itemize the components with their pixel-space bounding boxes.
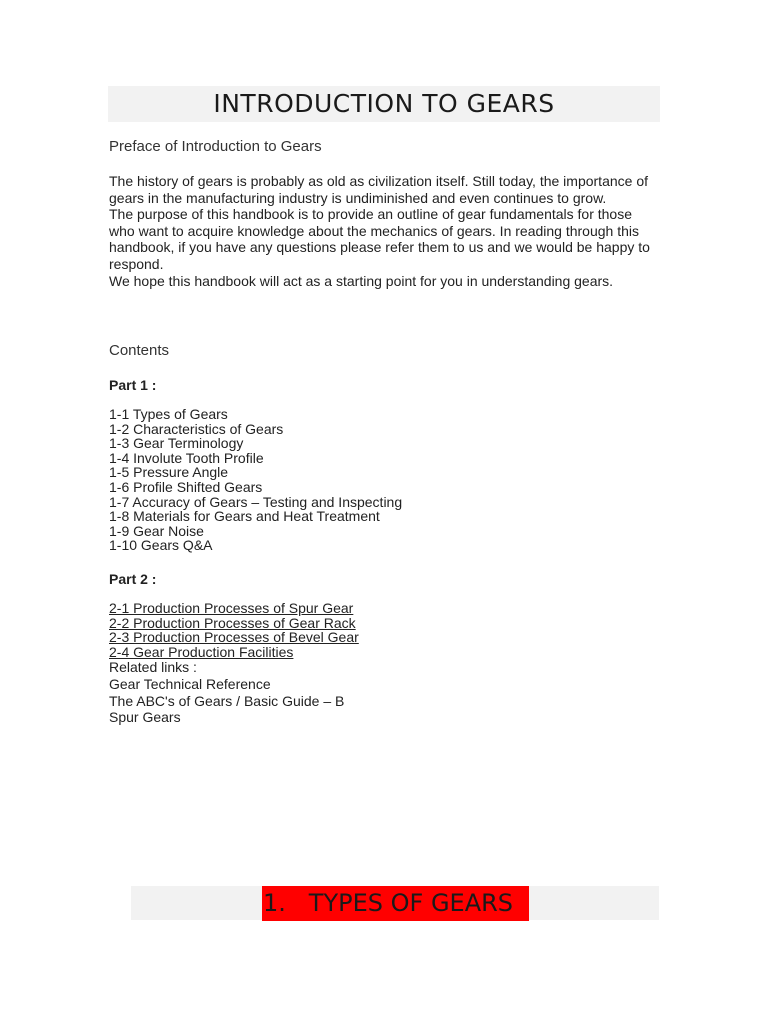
toc-item: 1-9 Gear Noise [109, 522, 204, 539]
toc-item: 1-10 Gears Q&A [109, 537, 213, 554]
related-link-item: Gear Technical Reference [109, 675, 271, 692]
section-number: 1. [263, 889, 286, 917]
page-title: INTRODUCTION TO GEARS [213, 89, 555, 118]
toc-item: 1-1 Types of Gears [109, 406, 228, 422]
section-heading [262, 886, 529, 921]
toc-item: 1-3 Gear Terminology [109, 435, 244, 452]
toc-item: 1-2 Characteristics of Gears [109, 420, 284, 437]
paragraph-hope: We hope this handbook will act as a starting point for you in understanding gears. [109, 272, 614, 289]
related-links-label: Related links : [109, 659, 197, 675]
toc-item: 1-7 Accuracy of Gears – Testing and Inspecting [109, 493, 403, 510]
related-link-item: The ABC's of Gears / Basic Guide – B [109, 692, 345, 709]
contents-heading: Contents [109, 342, 170, 359]
part2-list [109, 601, 359, 659]
part1-label: Part 1 : [109, 377, 157, 393]
toc-link-production-facilities[interactable]: 2-4 Gear Production Facilities [109, 643, 294, 660]
paragraph-history: The history of gears is probably as old as civilization itself. Still today, the importance of gears in the manufacturing industry is undiminished and even continues to grow. [109, 173, 648, 206]
toc-link-gear-rack[interactable]: 2-2 Production Processes of Gear Rack [109, 614, 356, 631]
toc-link-bevel-gear[interactable]: 2-3 Production Processes of Bevel Gear [109, 629, 359, 646]
part2-label: Part 2 : [109, 571, 157, 587]
toc-item: 1-4 Involute Tooth Profile [109, 449, 264, 466]
related-link-item: Spur Gears [109, 709, 181, 726]
preface-body [109, 173, 657, 289]
toc-item: 1-6 Profile Shifted Gears [109, 478, 263, 495]
preface-heading: Preface of Introduction to Gears [109, 138, 322, 155]
section-title: TYPES OF GEARS [308, 889, 514, 917]
related-links [109, 659, 344, 726]
toc-link-spur-gear[interactable]: 2-1 Production Processes of Spur Gear [109, 600, 354, 616]
toc-item: 1-5 Pressure Angle [109, 464, 229, 481]
toc-item: 1-8 Materials for Gears and Heat Treatment [109, 508, 380, 525]
part1-list [109, 407, 402, 553]
paragraph-purpose: The purpose of this handbook is to provide an outline of gear fundamentals for those who want to acquire knowledge about the mechanics of gears. In reading through this handbook, if you have any questions please refer them to us and we would be happy to respond. [109, 206, 650, 272]
